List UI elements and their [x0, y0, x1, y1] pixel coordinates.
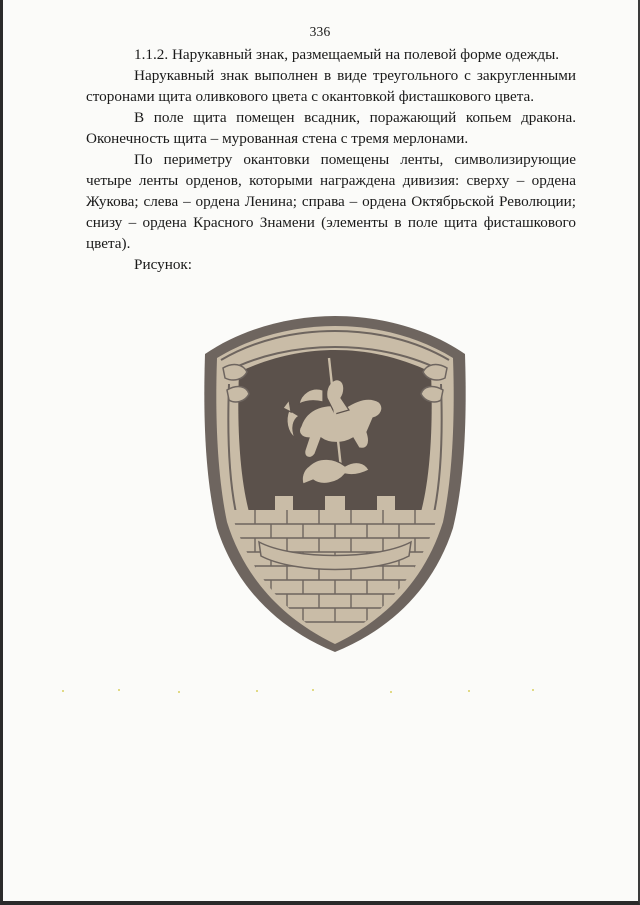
paragraph-figure-caption: Рисунок:: [134, 256, 193, 273]
shoulder-patch-figure: [203, 298, 467, 652]
shield-svg: [203, 298, 467, 652]
page-number: 336: [309, 24, 331, 39]
paragraph-shield-description: Нарукавный знак выполнен в виде треугольного с закругленными сторонами щита оливкового цвета с окантовкой фисташкового цвета.: [86, 67, 576, 105]
paragraph-heading: 1.1.2. Нарукавный знак, размещаемый на полевой форме одежды.: [134, 46, 560, 63]
paragraph-ribbons-description: По периметру окантовки помещены ленты, символизирующие четыре ленты орденов, которыми награждена дивизия: сверху – ордена Жукова; слева – ордена Ленина; справа – ордена Октябрьской Революции; снизу – ордена Красного Знамени (элементы в поле щита фисташкового цвета).: [86, 151, 576, 252]
paragraph-rider-description: В поле щита помещен всадник, поражающий копьем дракона. Оконечность щита – мурованная стена с тремя мерлонами.: [86, 109, 576, 147]
document-body: [86, 44, 576, 275]
scan-artifact-dots: [60, 688, 580, 694]
